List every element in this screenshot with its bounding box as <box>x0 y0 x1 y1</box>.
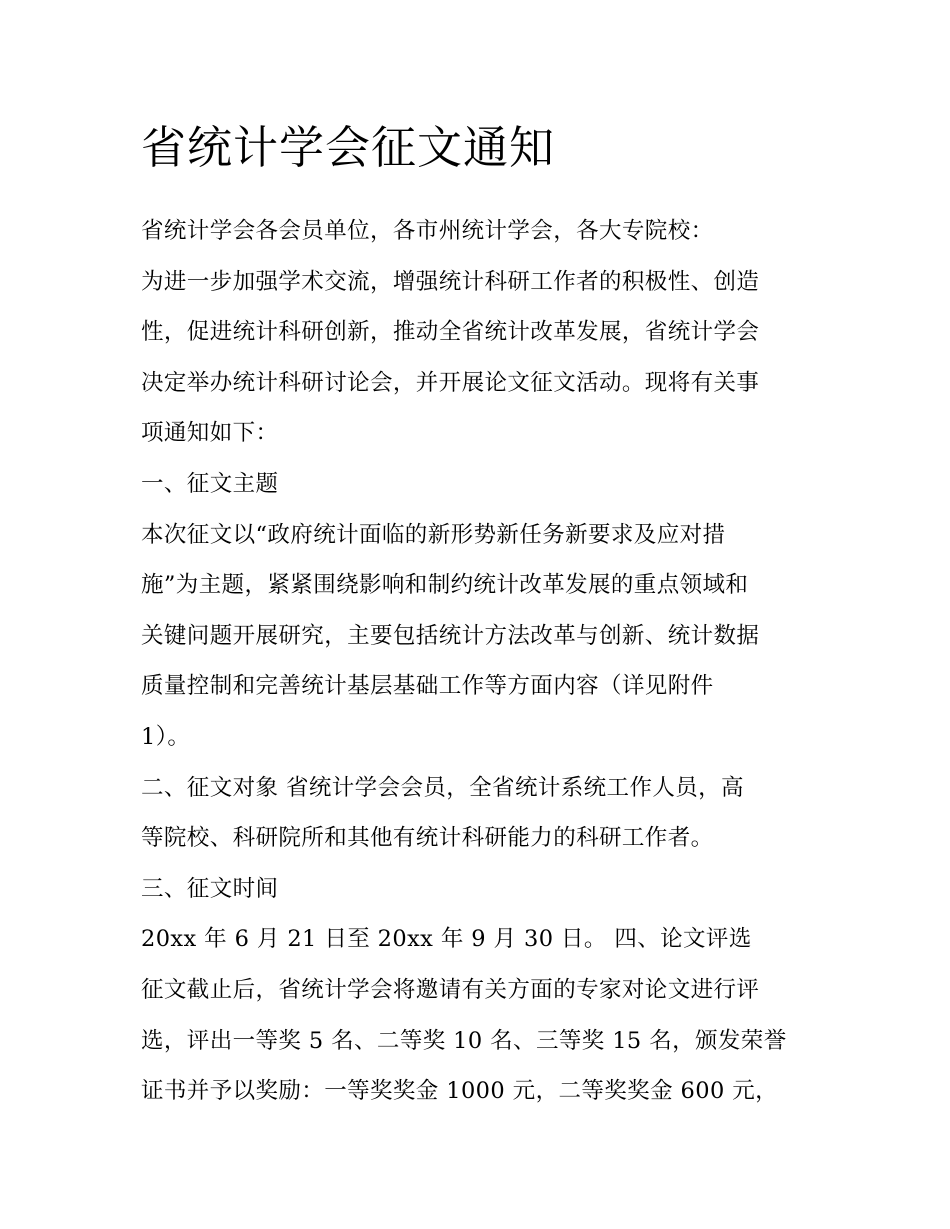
section-heading-theme: 一、征文主题 <box>141 470 279 497</box>
body-line: 决定举办统计科研讨论会，并开展论文征文活动。现将有关事 <box>141 369 760 396</box>
section-heading-target: 二、征文对象 省统计学会会员，全省统计系统工作人员，高 <box>141 774 744 801</box>
body-line: 质量控制和完善统计基层基础工作等方面内容（详见附件 <box>141 673 714 700</box>
body-line: 项通知如下： <box>141 420 279 447</box>
body-line: 选，评出一等奖 5 名、二等奖 10 名、三等奖 15 名，颁发荣誉 <box>141 1027 787 1054</box>
document-body <box>141 206 831 1117</box>
body-line: 施”为主题，紧紧围绕影响和制约统计改革发展的重点领域和 <box>141 572 749 599</box>
body-line: 关键问题开展研究，主要包括统计方法改革与创新、统计数据 <box>141 622 760 649</box>
document-title: 省统计学会征文通知 <box>141 121 556 174</box>
body-line: 等院校、科研院所和其他有统计科研能力的科研工作者。 <box>141 825 714 852</box>
body-line: 为进一步加强学术交流，增强统计科研工作者的积极性、创造 <box>141 268 760 295</box>
body-line: 性，促进统计科研创新，推动全省统计改革发展，省统计学会 <box>141 319 760 346</box>
body-line: 本次征文以“政府统计面临的新形势新任务新要求及应对措 <box>141 521 726 548</box>
section-heading-time: 三、征文时间 <box>141 875 279 902</box>
body-line: 1）。 <box>141 723 191 750</box>
body-line: 证书并予以奖励：一等奖奖金 1000 元，二等奖奖金 600 元， <box>141 1078 779 1105</box>
document-content <box>141 118 831 1117</box>
salutation-line: 省统计学会各会员单位，各市州统计学会，各大专院校： <box>141 218 714 244</box>
body-line: 20xx 年 6 月 21 日至 20xx 年 9 月 30 日。 四、论文评选 <box>141 926 752 953</box>
body-line: 征文截止后，省统计学会将邀请有关方面的专家对论文进行评 <box>141 976 760 1003</box>
